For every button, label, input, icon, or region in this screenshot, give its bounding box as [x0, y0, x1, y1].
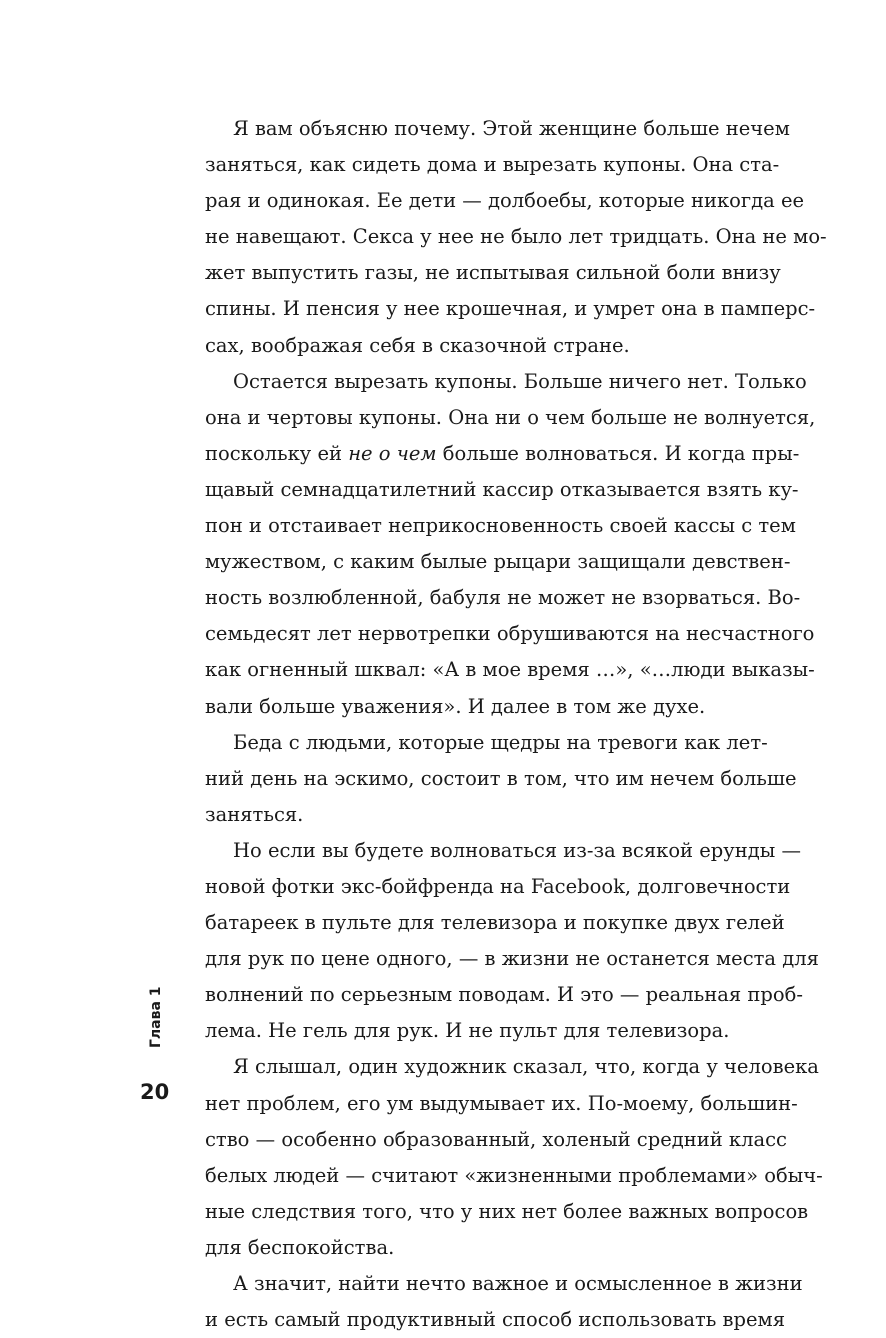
text-line: батареек в пульте для телевизора и покупке двух гелей	[205, 911, 785, 935]
text-line: Беда с людьми, которые щедры на тревоги как лет-	[233, 730, 768, 754]
body-text	[205, 111, 827, 1338]
text-line: волнений по серьезным поводам. И это — реальная проб-	[205, 983, 803, 1007]
emphasis-text: не о чем	[348, 441, 437, 465]
text-line	[205, 436, 800, 472]
text-line: А значит, найти нечто важное и осмысленное в жизни	[233, 1272, 803, 1295]
text-line: новой фотки экс-бойфренда на Facebook, долговечности	[205, 874, 791, 898]
text-line: она и чертовы купоны. Она ни о чем больше не волнуется,	[205, 405, 816, 429]
text-line: нет проблем, его ум выдумывает их. По-моему, большин-	[205, 1091, 798, 1115]
text-line: для беспокойства.	[205, 1235, 395, 1259]
text-line: белых людей — считают «жизненными проблемами» обыч-	[205, 1163, 823, 1187]
text-line: семьдесят лет нервотрепки обрушиваются на несчастного	[205, 622, 815, 646]
text-line: и есть самый продуктивный способ использовать время	[205, 1308, 786, 1332]
text-line: заняться, как сидеть дома и вырезать купоны. Она ста-	[205, 153, 780, 177]
text-line: Но если вы будете волноваться из-за всякой ерунды —	[233, 838, 801, 862]
text-line: щавый семнадцатилетний кассир отказывается взять ку-	[205, 477, 799, 501]
text-line: Остается вырезать купоны. Больше ничего нет. Только	[233, 369, 807, 393]
text-line: для рук по цене одного, — в жизни не останется места для	[205, 947, 819, 971]
text-line: жет выпустить газы, не испытывая сильной боли внизу	[205, 261, 781, 285]
text-line: лема. Не гель для рук. И не пульт для телевизора.	[205, 1019, 730, 1043]
text-line: спины. И пенсия у нее крошечная, и умрет она в памперс-	[205, 297, 816, 321]
text-line: Я вам объясню почему. Этой женщине больше нечем	[233, 117, 790, 140]
text-line: ность возлюбленной, бабуля не может не взорваться. Во-	[205, 586, 801, 610]
page-number: 20	[140, 1080, 170, 1104]
text-line: вали больше уважения». И далее в том же духе.	[205, 694, 706, 718]
text-line: ство — особенно образованный, холеный средний класс	[205, 1127, 787, 1151]
text-line: ний день на эскимо, состоит в том, что им нечем больше	[205, 766, 797, 790]
text-line: заняться.	[205, 802, 304, 826]
text-line: ные следствия того, что у них нет более важных вопросов	[205, 1199, 809, 1223]
text-line: мужеством, с каким былые рыцари защищали девствен-	[205, 550, 791, 574]
text-line: как огненный шквал: «А в мое время …», «…люди выказы-	[205, 658, 815, 682]
text-line: рая и одинокая. Ее дети — долбоебы, которые никогда ее	[205, 189, 805, 213]
running-head: Глава 1	[148, 986, 164, 1048]
text-segment: поскольку ей	[205, 441, 349, 465]
text-line: пон и отстаивает неприкосновенность своей кассы с тем	[205, 514, 796, 538]
text-line: сах, воображая себя в сказочной стране.	[205, 333, 630, 357]
text-segment: больше волноваться. И когда пры-	[436, 441, 800, 465]
text-line: не навещают. Секса у нее не было лет тридцать. Она не мо-	[205, 225, 827, 249]
text-line: Я слышал, один художник сказал, что, когда у человека	[233, 1055, 819, 1079]
